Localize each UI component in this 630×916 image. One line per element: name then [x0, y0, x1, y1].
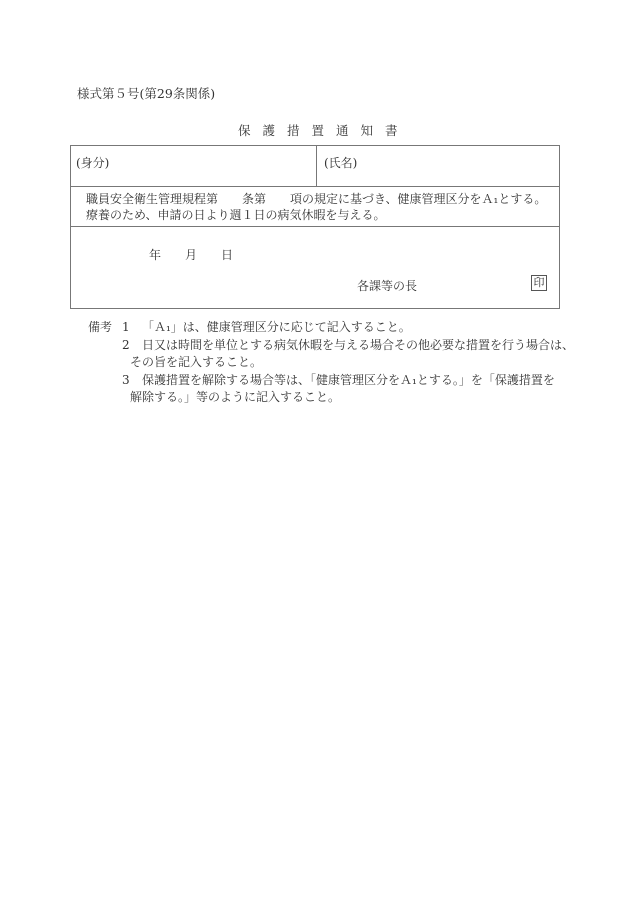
- date-month[interactable]: 月: [185, 248, 198, 262]
- note-text: 日又は時間を単位とする病気休暇を与える場合その他必要な措置を行う場合は、: [142, 337, 575, 352]
- note-text: 保護措置を解除する場合等は、「健康管理区分をＡ₁とする。」を「保護措置を: [142, 372, 555, 387]
- measure-text-line2: 療養のため、申請の日より週１日の病気休暇を与える。: [86, 208, 386, 222]
- measure-text-line1: 職員安全衛生管理規程第 条第 項の規定に基づき、健康管理区分をＡ₁とする。: [86, 192, 547, 206]
- document-title: 保護措置通知書: [238, 123, 410, 138]
- date-year[interactable]: 年: [149, 248, 162, 262]
- note-text-cont: 解除する。」等のように記入すること。: [130, 390, 341, 404]
- measure-row: [71, 186, 559, 227]
- remarks-label: 備考: [88, 320, 113, 334]
- note-number: 1: [122, 320, 130, 334]
- section-head-label: 各課等の長: [357, 279, 418, 293]
- name-field[interactable]: (氏名): [324, 156, 358, 170]
- note-number: 3: [122, 372, 130, 387]
- identity-row: [71, 146, 559, 187]
- note-number: 2: [122, 337, 130, 352]
- note-text-cont: その旨を記入すること。: [130, 355, 263, 369]
- date-day[interactable]: 日: [221, 248, 234, 262]
- seal-mark: 印: [531, 275, 547, 291]
- notice-table: [70, 145, 560, 309]
- column-divider: [316, 146, 317, 186]
- signature-row: [71, 226, 559, 308]
- form-number: 様式第５号(第29条関係): [77, 86, 216, 101]
- note-text: 「Ａ₁」は、健康管理区分に応じて記入すること。: [142, 320, 411, 334]
- status-field[interactable]: (身分): [76, 156, 110, 170]
